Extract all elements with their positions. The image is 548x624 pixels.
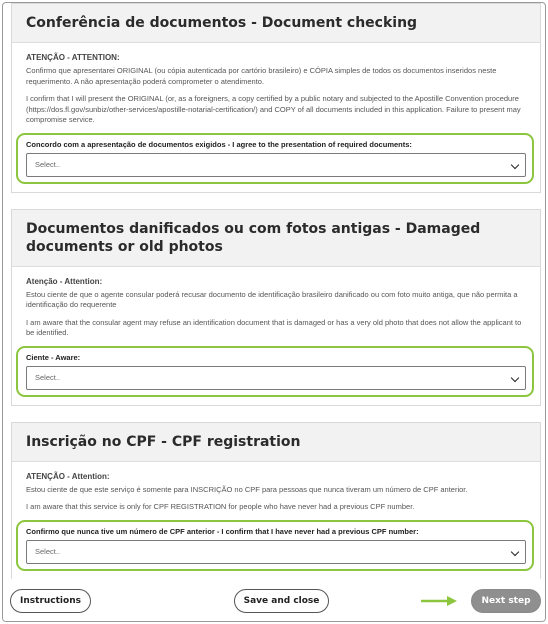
next-step-button[interactable]: Next step — [471, 589, 541, 613]
section-title: Conferência de documentos - Document checking — [26, 15, 418, 31]
note-paragraph-pt: Confirmo que apresentarei ORIGINAL (ou cópia autenticada por cartório brasileiro) e CÓPIA simples de todos os documentos inseridos neste requerimento. A não apresentação poderá comprometer o atendimento. — [26, 66, 497, 86]
field-label: Confirmo que nunca tive um número de CPF anterior - I confirm that I have never had a previous CPF number: — [26, 526, 419, 536]
section-header — [12, 4, 540, 43]
section-header — [12, 210, 540, 267]
section-document-checking — [11, 3, 541, 193]
select-value: Select.. — [35, 159, 61, 169]
application-form-window — [2, 2, 546, 622]
agree-documents-field — [16, 133, 534, 184]
no-previous-cpf-field — [16, 520, 534, 571]
no-previous-cpf-select[interactable] — [26, 540, 526, 564]
note-paragraph-pt: Estou ciente de que o agente consular poderá recusar documento de identificação brasileiro danificado ou com foto muito antiga, que não permita a identificação do requerente — [26, 289, 518, 309]
section-title: Inscrição no CPF - CPF registration — [26, 433, 301, 450]
note-paragraph-en: I confirm that I will present the ORIGINAL (or, as a foreigners, a copy certified by a public notary and subjected to the Apostille Convention procedure (https://dos.fl.gov/sunbiz/other-services/apostille-notarial-certification/) and COPY of all documents included in this application. Failure to present may compromise service. — [26, 94, 521, 124]
chevron-down-icon — [511, 547, 519, 555]
note-paragraph-en: I am aware that this service is only for CPF REGISTRATION for people who have never had a previous CPF number. — [26, 502, 415, 511]
aware-field — [16, 346, 534, 397]
arrow-right-icon — [421, 596, 457, 606]
section-body — [12, 43, 540, 192]
instructions-button[interactable]: Instructions — [10, 589, 91, 613]
aware-select[interactable] — [26, 366, 526, 390]
form-footer — [3, 579, 545, 622]
note-paragraph-pt: Estou ciente de que este serviço é somente para INSCRIÇÃO no CPF para pessoas que nunca tiveram um número de CPF anterior. — [26, 484, 468, 494]
section-body — [12, 267, 540, 405]
chevron-down-icon — [511, 160, 519, 168]
section-cpf-registration — [11, 422, 541, 580]
save-and-close-button[interactable]: Save and close — [234, 589, 329, 613]
note-paragraph-en: I am aware that the consular agent may refuse an identification document that is damaged or has a very old photo that does not allow the applicant to be identified. — [26, 317, 522, 337]
select-value: Select.. — [35, 546, 61, 556]
field-label: Concordo com a apresentação de documentos exigidos - I agree to the presentation of required documents: — [26, 139, 412, 149]
form-content — [11, 3, 541, 596]
section-damaged-documents — [11, 209, 541, 406]
section-body — [12, 462, 540, 579]
select-value: Select.. — [35, 372, 61, 382]
field-label: Ciente - Aware: — [26, 352, 81, 362]
section-title: Documentos danificados ou com fotos antigas - Damaged documents or old photos — [26, 220, 481, 255]
chevron-down-icon — [511, 373, 519, 381]
agree-documents-select[interactable] — [26, 153, 526, 177]
attention-heading: ATENÇÃO - ATTENTION: — [26, 53, 120, 62]
section-header — [12, 423, 540, 462]
attention-heading: ATENÇÃO - Attention: — [26, 471, 110, 481]
attention-heading: Atenção - Attention: — [26, 276, 103, 286]
